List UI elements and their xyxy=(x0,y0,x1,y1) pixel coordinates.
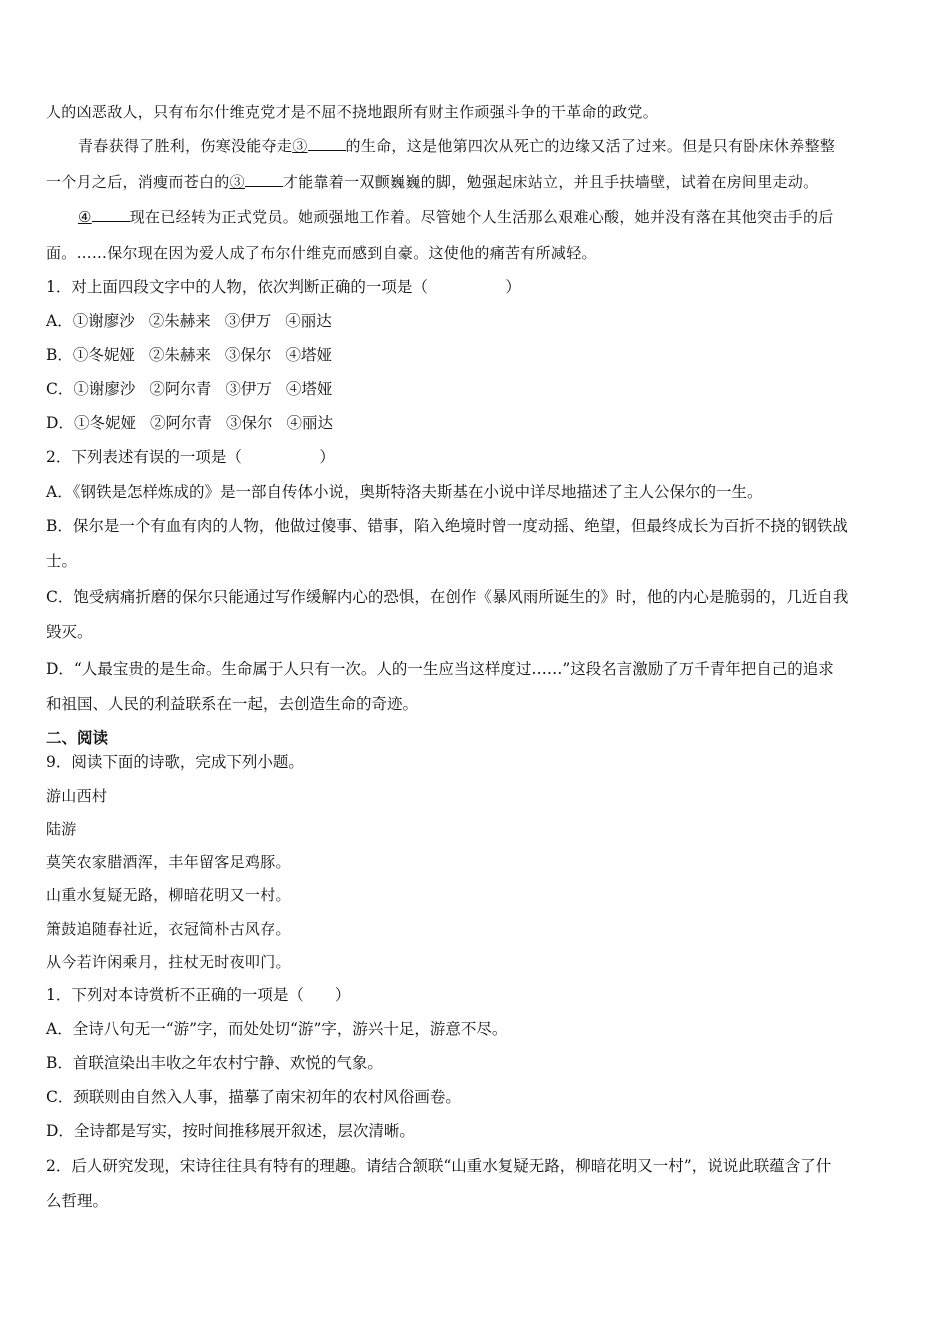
fill-blank xyxy=(308,136,346,151)
q1-option-a xyxy=(46,310,906,332)
passage-line-5: 面。……保尔现在因为爱人成了布尔什维克而感到自豪。这使他的痛苦有所减轻。 xyxy=(46,244,597,262)
sub-q2-line1: 2．后人研究发现，宋诗往往具有特有的理趣。请结合颔联“山重水复疑无路，柳暗花明又一村”，说说此联蕴含了什 xyxy=(46,1157,832,1175)
option-item: ①冬妮娅 xyxy=(73,414,136,432)
option-item: ②阿尔青 xyxy=(149,414,212,432)
q2-option-c-line1: C．饱受病痛折磨的保尔只能通过写作缓解内心的恐惧，在创作《暴风雨所诞生的》时，他的内心是脆弱的，几近自我 xyxy=(46,588,849,606)
option-label: C． xyxy=(46,380,74,398)
option-item: ④丽达 xyxy=(286,414,333,432)
q1-option-d xyxy=(46,412,906,434)
passage-text: 的生命，这是他第四次从死亡的边缘又活了过来。但是只有卧床休养整整 xyxy=(345,137,836,155)
q1-option-c xyxy=(46,378,906,400)
sub-q1-option-a: A．全诗八句无一“游”字，而处处切“游”字，游兴十足，游意不尽。 xyxy=(46,1020,508,1038)
q1-stem: 1．对上面四段文字中的人物，依次判断正确的一项是（ ） xyxy=(46,278,521,296)
q2-option-d-line1: D．“人最宝贵的是生命。生命属于人只有一次。人的一生应当这样度过……”这段名言激励了万千青年把自己的追求 xyxy=(46,660,834,678)
option-item: ②朱赫来 xyxy=(148,312,211,330)
option-item: ③伊万 xyxy=(224,312,272,330)
option-item: ④塔娅 xyxy=(285,380,333,398)
option-item: ①谢廖沙 xyxy=(72,312,135,330)
q2-option-a: A．《钢铁是怎样炼成的》是一部自传体小说，奥斯特洛夫斯基在小说中详尽地描述了主人公保尔的一生。 xyxy=(46,483,763,501)
blank-marker: ④ xyxy=(78,208,92,226)
option-item: ③伊万 xyxy=(225,380,272,398)
option-item: ①谢廖沙 xyxy=(73,380,136,398)
option-item: ④丽达 xyxy=(285,312,332,330)
option-label: D． xyxy=(46,414,74,432)
option-item: ④塔娅 xyxy=(285,346,332,364)
sub-q1-option-c: C．颈联则由自然入人事，描摹了南宋初年的农村风俗画卷。 xyxy=(46,1088,461,1106)
blank-marker: ③ xyxy=(292,137,308,155)
passage-line-1: 人的凶恶敌人，只有布尔什维克党才是不屈不挠地跟所有财主作顽强斗争的干革命的政党。 xyxy=(46,103,659,121)
q2-option-d-line2: 和祖国、人民的利益联系在一起，去创造生命的奇迹。 xyxy=(46,695,419,713)
sub-q2-line2: 么哲理。 xyxy=(46,1192,109,1210)
sub-q1-stem: 1．下列对本诗赏析不正确的一项是（ ） xyxy=(46,986,351,1004)
poem-author: 陆游 xyxy=(46,820,77,838)
q2-option-b-line1: B．保尔是一个有血有肉的人物，他做过傻事、错事，陷入绝境时曾一度动摇、绝望，但最终成长为百折不挠的钢铁战 xyxy=(46,517,848,535)
poem-line: 莫笑农家腊酒浑，丰年留客足鸡豚。 xyxy=(46,853,291,871)
sub-q1-option-d: D．全诗都是写实，按时间推移展开叙述，层次清晰。 xyxy=(46,1122,415,1140)
option-item: ③保尔 xyxy=(224,346,272,364)
option-label: B． xyxy=(46,346,73,364)
passage-line-2 xyxy=(78,135,906,157)
passage-line-4 xyxy=(78,206,906,228)
poem-line: 箫鼓追随春社近，衣冠简朴古风存。 xyxy=(46,920,291,938)
passage-text: 一个月之后，消瘦而苍白的 xyxy=(46,173,230,191)
sub-q1-option-b: B．首联渲染出丰收之年农村宁静、欢悦的气象。 xyxy=(46,1054,383,1072)
q2-option-b-line2: 士。 xyxy=(46,552,78,570)
passage-text: 现在已经转为正式党员。她顽强地工作着。尽管她个人生活那么艰难心酸，她并没有落在其他突击手的后 xyxy=(129,208,834,226)
blank-marker: ③ xyxy=(229,173,245,191)
passage-text: 青春获得了胜利，伤寒没能夺走 xyxy=(78,137,293,155)
poem-title: 游山西村 xyxy=(46,787,108,805)
q2-stem: 2．下列表述有误的一项是（ ） xyxy=(46,448,335,466)
fill-blank xyxy=(92,207,130,222)
q9-stem: 9．阅读下面的诗歌，完成下列小题。 xyxy=(46,753,304,771)
option-item: ①冬妮娅 xyxy=(72,346,135,364)
option-item: ②朱赫来 xyxy=(148,346,211,364)
option-item: ②阿尔青 xyxy=(149,380,212,398)
passage-text: 才能靠着一双颤巍巍的脚，勉强起床站立，并且手扶墙壁，试着在房间里走动。 xyxy=(282,173,819,191)
q1-option-b xyxy=(46,344,906,366)
poem-line: 从今若许闲乘月，拄杖无时夜叩门。 xyxy=(46,953,291,971)
poem-line: 山重水复疑无路，柳暗花明又一村。 xyxy=(46,886,291,904)
option-label: A． xyxy=(46,312,73,330)
fill-blank xyxy=(245,172,283,187)
passage-line-3 xyxy=(46,171,906,193)
section-heading: 二、阅读 xyxy=(46,728,109,747)
q2-option-c-line2: 毁灭。 xyxy=(46,623,93,641)
option-item: ③保尔 xyxy=(225,414,273,432)
